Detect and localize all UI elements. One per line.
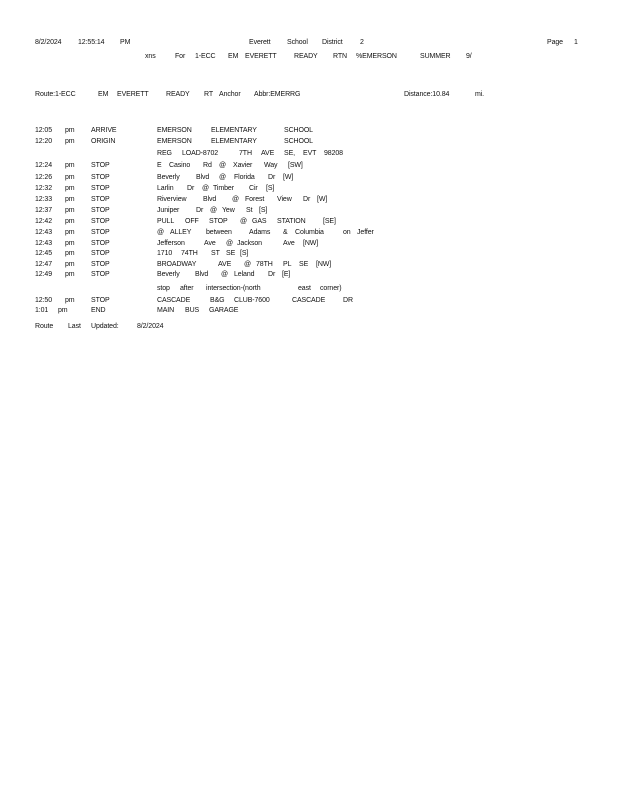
stop-description-word: AVE <box>218 261 232 268</box>
stop-description-word: on <box>343 229 351 236</box>
stop-description-word: [S] <box>259 207 268 214</box>
stop-description-word: EMERSON <box>157 138 192 145</box>
stop-description-word: Dr <box>187 185 195 192</box>
table-row <box>0 207 618 216</box>
route-word: Anchor <box>219 91 241 98</box>
stop-description-word: [S] <box>266 185 275 192</box>
stop-description-word: CASCADE <box>157 297 191 304</box>
stop-type: STOP <box>91 250 110 257</box>
stop-description-word: MAIN <box>157 307 175 314</box>
subheader-word: READY <box>294 53 318 60</box>
stop-type: STOP <box>91 261 110 268</box>
subheader-word: EM <box>228 53 239 60</box>
stop-description-word: Ave <box>204 240 216 247</box>
stop-ampm: pm <box>65 261 75 268</box>
footer-word: Updated: <box>91 323 119 330</box>
table-row <box>0 285 618 294</box>
table-row <box>0 174 618 183</box>
stop-description-word: [S] <box>240 250 249 257</box>
stop-description-word: Blvd <box>195 271 209 278</box>
table-row <box>0 307 618 316</box>
stop-ampm: pm <box>65 138 75 145</box>
stop-description-word: OFF <box>185 218 199 225</box>
district-word: School <box>287 39 308 46</box>
stop-time: 12:45 <box>35 250 53 257</box>
subheader-word: RTN <box>333 53 347 60</box>
stop-type: END <box>91 307 106 314</box>
stop-description-word: EMERSON <box>157 127 192 134</box>
stop-ampm: pm <box>65 229 75 236</box>
table-row <box>0 218 618 227</box>
stop-description-word: Blvd <box>196 174 210 181</box>
stop-time: 12:24 <box>35 162 53 169</box>
route-word: READY <box>166 91 190 98</box>
stop-description-word: @ <box>232 196 240 203</box>
stop-description-word: SE, <box>284 150 295 157</box>
stop-description-word: @ <box>219 162 227 169</box>
stop-description-word: & <box>283 229 288 236</box>
stop-description-word: Yew <box>222 207 235 214</box>
stop-description-word: AVE <box>261 150 275 157</box>
stop-description-word: SE <box>299 261 309 268</box>
stop-description-word: E <box>157 162 162 169</box>
footer-date: 8/2/2024 <box>137 323 164 330</box>
stop-type: STOP <box>91 218 110 225</box>
subheader-word: 1-ECC <box>195 53 216 60</box>
stop-type: STOP <box>91 162 110 169</box>
stop-description-word: Blvd <box>203 196 217 203</box>
stop-description-word: Jackson <box>237 240 262 247</box>
route-distance: Distance:10.84 <box>404 91 450 98</box>
stop-description-word: CASCADE <box>292 297 326 304</box>
stop-description-word: 1710 <box>157 250 173 257</box>
stop-description-word: Forest <box>245 196 265 203</box>
stop-description-word: Leland <box>234 271 255 278</box>
stop-description-word: Dr <box>268 271 276 278</box>
stop-description-word: Larlin <box>157 185 174 192</box>
stop-type: ORIGIN <box>91 138 116 145</box>
stop-description-word: corner) <box>320 285 342 292</box>
table-row <box>0 162 618 171</box>
subheader-word: 9/ <box>466 53 472 60</box>
stop-ampm: pm <box>65 297 75 304</box>
subheader-word: SUMMER <box>420 53 451 60</box>
stop-description-word: View <box>277 196 292 203</box>
stop-type: STOP <box>91 229 110 236</box>
stop-description-word: Cir <box>249 185 258 192</box>
stop-type: STOP <box>91 240 110 247</box>
stop-description-word: DR <box>343 297 353 304</box>
footer-word: Route <box>35 323 54 330</box>
stop-description-word: ELEMENTARY <box>211 127 257 134</box>
report-ampm: PM <box>120 39 131 46</box>
stop-ampm: pm <box>65 127 75 134</box>
stop-time: 12:49 <box>35 271 53 278</box>
stop-type: STOP <box>91 271 110 278</box>
table-row <box>0 150 618 159</box>
stop-description-word: Jefferson <box>157 240 185 247</box>
stop-type: STOP <box>91 207 110 214</box>
table-row <box>0 196 618 205</box>
stop-description-word: after <box>180 285 194 292</box>
stop-description-word: PULL <box>157 218 175 225</box>
stop-description-word: @ <box>210 207 218 214</box>
stop-description-word: [NW] <box>303 240 319 247</box>
stop-description-word: @ <box>226 240 234 247</box>
distance-unit: mi. <box>475 91 485 98</box>
stop-ampm: pm <box>65 174 75 181</box>
stop-type: STOP <box>91 174 110 181</box>
stop-description-word: LOAD-8702 <box>182 150 219 157</box>
stop-ampm: pm <box>65 250 75 257</box>
stop-description-word: Rd <box>203 162 212 169</box>
stop-description-word: Ave <box>283 240 295 247</box>
stop-description-word: EVT <box>303 150 317 157</box>
stop-description-word: 7TH <box>239 150 252 157</box>
stop-ampm: pm <box>65 207 75 214</box>
table-row <box>0 240 618 249</box>
stop-description-word: east <box>298 285 311 292</box>
stop-time: 12:43 <box>35 229 53 236</box>
district-word: 2 <box>360 39 364 46</box>
stop-time: 12:42 <box>35 218 53 225</box>
stop-description-word: ELEMENTARY <box>211 138 257 145</box>
stop-ampm: pm <box>65 271 75 278</box>
stop-description-word: stop <box>157 285 170 292</box>
stop-description-word: STOP <box>209 218 228 225</box>
stop-type: STOP <box>91 297 110 304</box>
stop-description-word: GAS <box>252 218 267 225</box>
stop-description-word: [W] <box>317 196 328 203</box>
stop-description-word: SCHOOL <box>284 138 313 145</box>
table-row <box>0 271 618 280</box>
stop-description-word: 98208 <box>324 150 343 157</box>
stop-ampm: pm <box>65 196 75 203</box>
stop-ampm: pm <box>65 218 75 225</box>
stop-description-word: ALLEY <box>170 229 192 236</box>
page-number: 1 <box>574 39 578 46</box>
stop-description-word: Beverly <box>157 174 180 181</box>
stop-description-word: CLUB-7600 <box>234 297 270 304</box>
stop-type: STOP <box>91 185 110 192</box>
district-word: Everett <box>249 39 271 46</box>
stop-time: 12:05 <box>35 127 53 134</box>
subheader-word: xns <box>145 53 156 60</box>
stop-description-word: @ <box>202 185 210 192</box>
table-row <box>0 261 618 270</box>
subheader-word: For <box>175 53 186 60</box>
stop-description-word: REG <box>157 150 172 157</box>
page-label: Page <box>547 39 563 46</box>
route-abbr: Abbr:EMERRG <box>254 91 301 98</box>
report-time: 12:55:14 <box>78 39 105 46</box>
stop-description-word: SCHOOL <box>284 127 313 134</box>
stop-description-word: Riverview <box>157 196 187 203</box>
stop-description-word: [E] <box>282 271 291 278</box>
stop-time: 12:47 <box>35 261 53 268</box>
route-code: Route:1-ECC <box>35 91 76 98</box>
stop-time: 12:20 <box>35 138 53 145</box>
stop-description-word: @ <box>244 261 252 268</box>
subheader-word: EVERETT <box>245 53 277 60</box>
stop-description-word: Timber <box>213 185 234 192</box>
stop-time: 12:32 <box>35 185 53 192</box>
stop-description-word: GARAGE <box>209 307 239 314</box>
stop-description-word: Xavier <box>233 162 253 169</box>
stop-description-word: Dr <box>196 207 204 214</box>
stop-description-word: 74TH <box>181 250 198 257</box>
stop-time: 12:43 <box>35 240 53 247</box>
stop-description-word: Juniper <box>157 207 180 214</box>
stop-description-word: Columbia <box>295 229 324 236</box>
stop-description-word: @ <box>157 229 165 236</box>
stop-description-word: STATION <box>277 218 306 225</box>
stop-description-word: Way <box>264 162 278 169</box>
stop-description-word: BROADWAY <box>157 261 197 268</box>
stop-description-word: Casino <box>169 162 191 169</box>
stop-description-word: BUS <box>185 307 200 314</box>
stop-time: 12:33 <box>35 196 53 203</box>
stop-description-word: Beverly <box>157 271 180 278</box>
stop-type: STOP <box>91 196 110 203</box>
stop-description-word: B&G <box>210 297 225 304</box>
stop-description-word: [W] <box>283 174 294 181</box>
report-date: 8/2/2024 <box>35 39 62 46</box>
stop-description-word: @ <box>221 271 229 278</box>
stop-ampm: pm <box>65 162 75 169</box>
stop-ampm: pm <box>58 307 68 314</box>
stop-time: 12:50 <box>35 297 53 304</box>
stop-time: 1:01 <box>35 307 49 314</box>
stop-description-word: between <box>206 229 232 236</box>
stop-time: 12:37 <box>35 207 53 214</box>
stop-description-word: Jeffer <box>357 229 374 236</box>
stop-description-word: St <box>246 207 253 214</box>
route-word: EVERETT <box>117 91 149 98</box>
table-row <box>0 250 618 259</box>
stop-description-word: Adams <box>249 229 271 236</box>
route-word: RT <box>204 91 214 98</box>
stop-description-word: [SW] <box>288 162 303 169</box>
stop-description-word: @ <box>240 218 248 225</box>
district-word: District <box>322 39 343 46</box>
stop-ampm: pm <box>65 185 75 192</box>
table-row <box>0 127 618 136</box>
stop-description-word: SE <box>226 250 236 257</box>
stop-description-word: PL <box>283 261 292 268</box>
stop-ampm: pm <box>65 240 75 247</box>
stop-description-word: @ <box>219 174 227 181</box>
stop-description-word: intersection-(north <box>206 285 261 292</box>
route-word: EM <box>98 91 109 98</box>
table-row <box>0 229 618 238</box>
stop-description-word: [NW] <box>316 261 332 268</box>
stop-description-word: Florida <box>234 174 255 181</box>
stop-description-word: ST <box>211 250 220 257</box>
footer-word: Last <box>68 323 81 330</box>
table-row <box>0 297 618 306</box>
table-row <box>0 138 618 147</box>
stop-description-word: Dr <box>268 174 276 181</box>
stop-type: ARRIVE <box>91 127 117 134</box>
stop-description-word: 78TH <box>256 261 273 268</box>
stop-description-word: Dr <box>303 196 311 203</box>
stop-description-word: [SE] <box>323 218 336 225</box>
subheader-word: %EMERSON <box>356 53 397 60</box>
table-row <box>0 185 618 194</box>
stop-time: 12:26 <box>35 174 53 181</box>
